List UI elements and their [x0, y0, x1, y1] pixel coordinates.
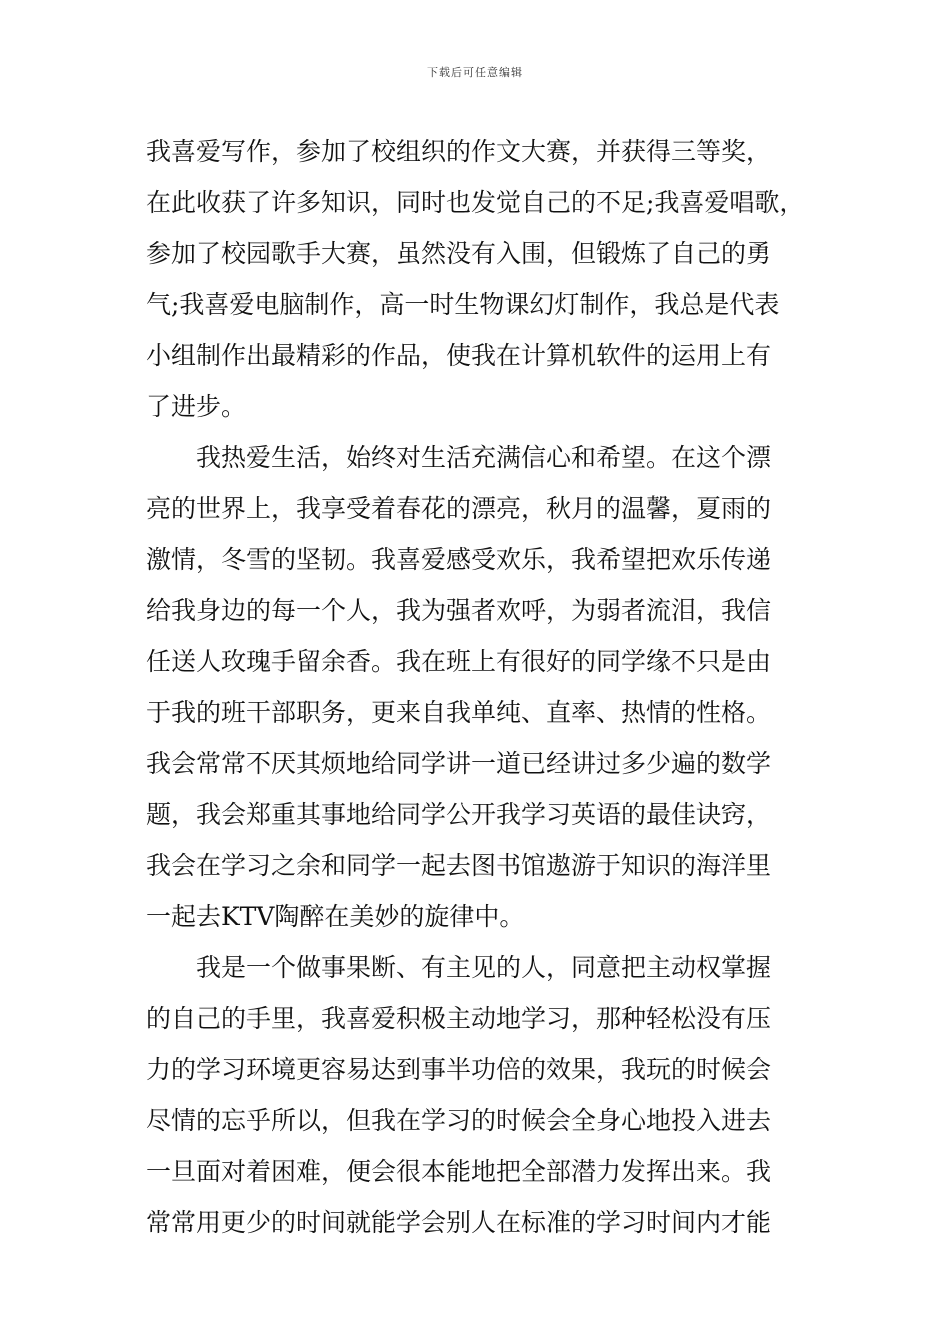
- text-line: 气;我喜爱电脑制作，高一时生物课幻灯制作，我总是代表: [146, 290, 780, 319]
- text-line: 激情，冬雪的坚韧。我喜爱感受欢乐，我希望把欢乐传递: [146, 545, 772, 574]
- text-line: 我喜爱写作，参加了校组织的作文大赛，并获得三等奖，: [146, 137, 772, 166]
- text-line: 我是一个做事果断、有主见的人，同意把主动权掌握: [146, 953, 772, 982]
- paragraph-2: [146, 432, 816, 942]
- text-line: 我会常常不厌其烦地给同学讲一道已经讲过多少遍的数学: [146, 749, 772, 778]
- text-line: 题，我会郑重其事地给同学公开我学习英语的最佳诀窍，: [146, 800, 772, 829]
- page-header: 下载后可任意编辑: [427, 66, 523, 79]
- text-line: 于我的班干部职务，更来自我单纯、直率、热情的性格。: [146, 698, 772, 727]
- text-line: 给我身边的每一个人，我为强者欢呼，为弱者流泪，我信: [146, 596, 772, 625]
- text-line: 了进步。: [146, 392, 247, 421]
- text-line: 一旦面对着困难，便会很本能地把全部潜力发挥出来。我: [146, 1157, 772, 1186]
- paragraph-3: [146, 942, 816, 1248]
- text-line: 小组制作出最精彩的作品，使我在计算机软件的运用上有: [146, 341, 772, 370]
- text-line: 尽情的忘乎所以，但我在学习的时候会全身心地投入进去: [146, 1106, 772, 1135]
- text-line: 亮的世界上，我享受着春花的漂亮，秋月的温馨，夏雨的: [146, 494, 772, 523]
- text-line: 我会在学习之余和同学一起去图书馆遨游于知识的海洋里: [146, 851, 772, 880]
- text-line: 参加了校园歌手大赛，虽然没有入围，但锻炼了自己的勇: [146, 239, 772, 268]
- document-body: [146, 126, 816, 1248]
- text-line: 常常用更少的时间就能学会别人在标准的学习时间内才能: [146, 1208, 772, 1237]
- paragraph-1: [146, 126, 816, 432]
- text-line: 我热爱生活，始终对生活充满信心和希望。在这个漂: [146, 443, 772, 472]
- text-line: 在此收获了许多知识，同时也发觉自己的不足;我喜爱唱歌，: [146, 188, 805, 217]
- text-line: 一起去KTV陶醉在美妙的旋律中。: [146, 902, 525, 931]
- text-line: 任送人玫瑰手留余香。我在班上有很好的同学缘不只是由: [146, 647, 772, 676]
- text-line: 力的学习环境更容易达到事半功倍的效果，我玩的时候会: [146, 1055, 772, 1084]
- text-line: 的自己的手里，我喜爱积极主动地学习，那种轻松没有压: [146, 1004, 772, 1033]
